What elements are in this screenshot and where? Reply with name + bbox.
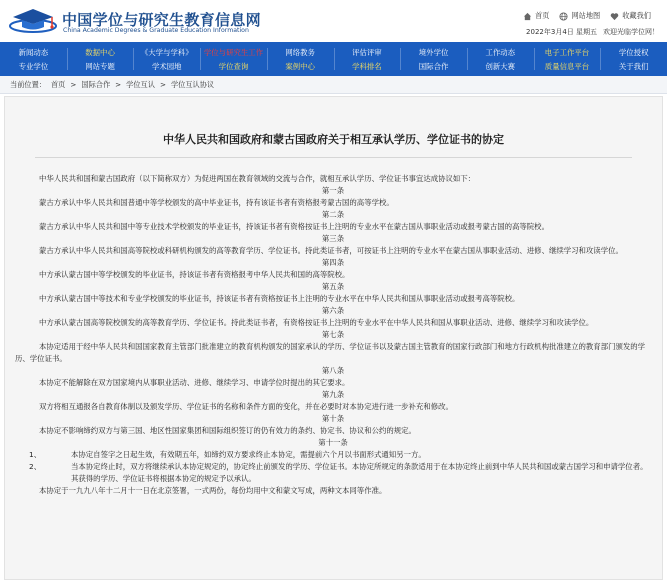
nav-column (67, 42, 134, 76)
home-link-label: 首页 (535, 11, 550, 20)
bookmark-link-label: 收藏我们 (622, 11, 651, 20)
nav-column (133, 42, 200, 76)
nav-item[interactable]: 创新大赛 (485, 61, 516, 71)
article-heading: 第七条 (321, 330, 345, 339)
article-heading: 第九条 (321, 390, 345, 399)
nav-item[interactable]: 学位查询 (218, 61, 249, 71)
nav-item[interactable]: 质量信息平台 (544, 61, 590, 71)
article-paragraph: 中方承认蒙古国中等学校颁发的毕业证书，持该证书者有资格报考中华人民共和国的高等院校。 (39, 270, 350, 279)
welcome-text: 欢迎光临学位网！ (603, 28, 659, 36)
article-paragraph: 蒙古方承认中华人民共和国普通中等学校颁发的高中毕业证书，持有该证书者有资格报考蒙古国的高等学校。 (39, 198, 394, 207)
nav-item[interactable]: 专业学位 (18, 61, 49, 71)
home-link[interactable] (523, 11, 549, 21)
article-paragraph: 本协定不能解除在双方国家境内从事职业活动、进修、继续学习、申请学位时提出的其它要求。 (39, 378, 350, 387)
nav-column (534, 42, 601, 76)
clause-text: 当本协定终止时，双方将继续承认本协定规定的，协定终止前颁发的学历、学位证书。本协定所规定的条款适用于在本协定终止前到中华人民共和国或蒙古国学习和申请学位者。其获得的学历、学位证书将根据本协定的规定予以承认。 (71, 462, 648, 483)
article-heading: 第五条 (321, 282, 345, 291)
current-date: 2022年3月4日 星期五 (526, 28, 597, 36)
article-paragraph: 双方将相互通报各自教育体制以及颁发学历、学位证书的名称和条件方面的变化，并在必要时对本协定进行进一步补充和修改。 (39, 402, 453, 411)
main-nav (0, 42, 667, 76)
article-paragraph: 本协定适用于经中华人民共和国国家教育主管部门批准建立的教育机构颁发的国家承认的学历、学位证书以及蒙古国主管教育的国家行政部门和地方行政机构批准建立的教育部门颁发的学历、学位证书。 (15, 342, 646, 363)
article-title: 中华人民共和国政府和蒙古国政府关于相互承认学历、学位证书的协定 (163, 133, 504, 146)
nav-item[interactable]: 学术园地 (151, 61, 182, 71)
numbered-clause (15, 449, 651, 461)
date-line (526, 27, 659, 37)
nav-item[interactable]: 学位与研究生工作 (203, 47, 264, 57)
clause-number: 2、 (29, 462, 42, 471)
breadcrumb-item[interactable]: 国际合作 (81, 79, 111, 89)
article-heading: 第十一条 (318, 438, 348, 447)
breadcrumb (0, 76, 667, 94)
sitemap-link-label: 网站地图 (571, 11, 601, 20)
breadcrumb-separator: > (115, 80, 122, 89)
heart-icon (610, 12, 619, 21)
nav-item[interactable]: 电子工作平台 (544, 47, 590, 57)
site-title[interactable]: 中国学位与研究生教育信息网 (62, 11, 261, 29)
article-paragraph: 中华人民共和国和蒙古国政府（以下简称双方）为促进两国在教育领域的交流与合作，就相互承认学历、学位证书事宜达成协议如下： (39, 174, 476, 183)
top-links (523, 11, 651, 21)
nav-item[interactable]: 数据中心 (85, 47, 115, 57)
clause-text: 本协定自签字之日起生效，有效期五年，如缔约双方要求终止本协定，需提前六个月以书面形式通知另一方。 (71, 450, 426, 459)
nav-item[interactable]: 《大学与学科》 (140, 47, 193, 57)
article-paragraph: 中方承认蒙古国中等技术和专业学校颁发的毕业证书，持该证书者有资格按证书上注明的专业水平在中华人民共和国从事职业活动或报考高等院校。 (39, 294, 520, 303)
article-heading: 第二条 (321, 210, 345, 219)
article-body (15, 173, 651, 497)
nav-item[interactable]: 境外学位 (418, 47, 449, 57)
title-divider (35, 157, 632, 158)
nav-column (267, 42, 334, 76)
article-panel (4, 96, 663, 580)
article-heading: 第八条 (321, 366, 345, 375)
nav-item[interactable]: 工作动态 (485, 47, 516, 57)
nav-item[interactable]: 案例中心 (285, 61, 315, 71)
numbered-clause (15, 461, 651, 485)
article-heading: 第一条 (321, 186, 345, 195)
nav-column (467, 42, 534, 76)
clause-number: 1、 (29, 450, 42, 459)
graduation-cap-logo-icon[interactable] (8, 6, 58, 34)
sitemap-link[interactable] (559, 11, 600, 21)
article-heading: 第三条 (321, 234, 345, 243)
globe-icon (559, 12, 568, 21)
article-heading: 第六条 (321, 306, 345, 315)
article-paragraph: 本协定不影响缔约双方与第三国、地区性国家集团和国际组织签订的仍有效力的条约、协定书、协议和公约的规定。 (39, 426, 416, 435)
nav-item[interactable]: 网络教务 (285, 47, 315, 57)
nav-column (600, 42, 667, 76)
nav-column (334, 42, 401, 76)
nav-item[interactable]: 评估评审 (352, 47, 382, 57)
site-subtitle: China Academic Degrees & Graduate Education Information (63, 27, 249, 34)
article-paragraph: 蒙古方承认中华人民共和国高等院校或科研机构颁发的高等教育学历、学位证书。持此类证书者，可按证书上注明的专业水平在蒙古国从事职业活动、进修、继续学习和攻读学位。 (39, 246, 623, 255)
breadcrumb-item[interactable]: 学位互认 (126, 79, 155, 89)
nav-item[interactable]: 学科排名 (352, 61, 382, 71)
nav-column (400, 42, 467, 76)
article-heading: 第十条 (321, 414, 345, 423)
breadcrumb-item[interactable]: 首页 (50, 79, 66, 89)
nav-item[interactable]: 国际合作 (418, 61, 449, 71)
site-header (0, 0, 667, 42)
home-icon (523, 12, 532, 21)
bookmark-link[interactable] (610, 11, 651, 21)
nav-item[interactable]: 关于我们 (618, 61, 649, 71)
breadcrumb-separator: > (159, 80, 166, 89)
nav-column (0, 42, 67, 76)
article-heading: 第四条 (321, 258, 345, 267)
article-paragraph: 本协定于一九九八年十二月十一日在北京签署，一式两份，每份均用中文和蒙文写成，两种文本同等作准。 (39, 486, 387, 495)
nav-item[interactable]: 新闻动态 (18, 47, 49, 57)
nav-column (200, 42, 267, 76)
breadcrumb-label: 当前位置： (10, 79, 46, 89)
breadcrumb-item[interactable]: 学位互认协议 (170, 79, 215, 89)
article-paragraph: 蒙古方承认中华人民共和国中等专业技术学校颁发的毕业证书，持该证书者有资格按证书上注明的专业水平在蒙古国从事职业活动或报考蒙古国的高等院校。 (39, 222, 549, 231)
nav-item[interactable]: 网站专题 (85, 61, 115, 71)
breadcrumb-separator: > (70, 80, 77, 89)
nav-item[interactable]: 学位授权 (618, 47, 649, 57)
article-paragraph: 中方承认蒙古国高等院校颁发的高等教育学历、学位证书。持此类证书者，有资格按证书上注明的专业水平在中华人民共和国从事职业活动、进修、继续学习和攻读学位。 (39, 318, 594, 327)
